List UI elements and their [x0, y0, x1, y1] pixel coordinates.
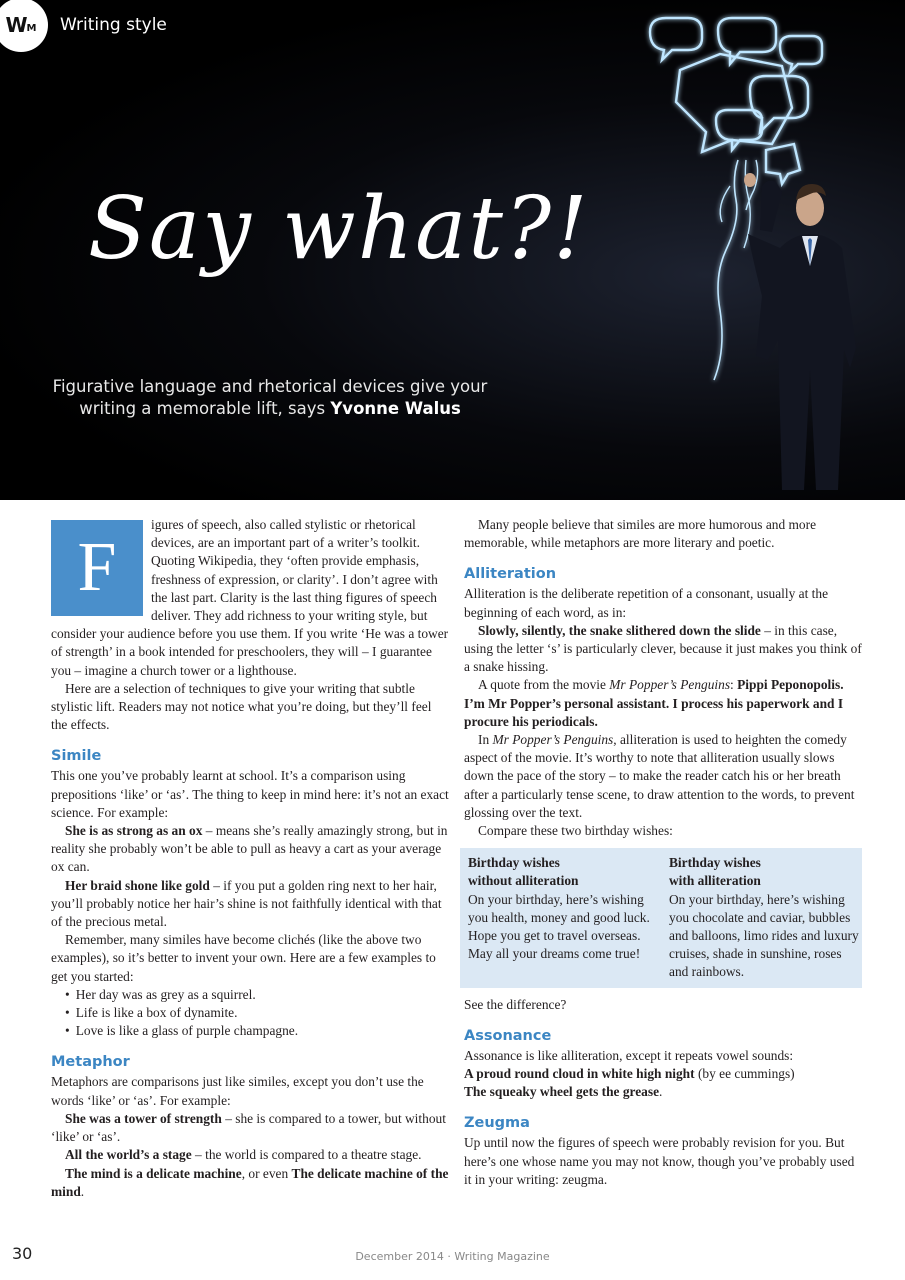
heading-zeugma: Zeugma — [464, 1115, 530, 1132]
body-paragraph: Metaphors are comparisons just like similes, except you don’t use the words ‘like’ or ‘as’. For example: — [51, 1074, 424, 1108]
body-paragraph: Many people believe that similes are more humorous and more memorable, while metaphors are more literary and poetic. — [464, 517, 817, 551]
quote-paragraph: A quote from the movie Mr Popper’s Penguins: Pippi Peponopolis. I’m Mr Popper’s personal assistant. I process his paperwork and I procure his periodicals. — [464, 677, 844, 729]
list-item: • Love is like a glass of purple champagne. — [65, 1022, 449, 1040]
list-item: • Life is like a box of dynamite. — [65, 1004, 449, 1022]
businessman-figure — [744, 173, 856, 490]
page-number: 30 — [12, 1244, 33, 1263]
author-name: Yvonne Walus — [330, 399, 461, 418]
left-column — [51, 516, 449, 1201]
body-paragraph: Assonance is like alliteration, except it repeats vowel sounds: — [464, 1047, 794, 1063]
example-paragraph: She was a tower of strength – she is compared to a tower, but without ‘like’ or ‘as’. — [51, 1110, 446, 1145]
right-column — [464, 516, 862, 1189]
body-paragraph: Compare these two birthday wishes: — [478, 823, 673, 839]
example-paragraph: A proud round cloud in white high night (by ee cummings) — [464, 1066, 795, 1082]
hero-banner — [0, 0, 905, 500]
simile-examples-list — [51, 986, 449, 1041]
heading-simile: Simile — [51, 748, 102, 765]
man-with-speech-bubbles-illustration — [630, 10, 900, 490]
footer-issue: December 2014 · Writing Magazine — [355, 1250, 550, 1263]
example-paragraph: Slowly, silently, the snake slithered down the slide – in this case, using the letter ‘s’ is particularly clever, because it just makes you think of a snake hissing. — [464, 622, 862, 675]
birthday-wishes-comparison-box — [460, 848, 862, 987]
wishes-without-alliteration: Birthday wishes without alliteration On your birthday, here’s wishing you health, money and good luck. Hope you get to travel overseas. May all your dreams come true! — [468, 855, 650, 962]
heading-assonance: Assonance — [464, 1027, 552, 1044]
example-paragraph: The squeaky wheel gets the grease. — [464, 1084, 663, 1100]
body-paragraph: In Mr Popper’s Penguins, alliteration is used to heighten the comedy aspect of the movie. It’s worthy to note that alliteration usually slows down the pace of the story – to make the reader catch his or her breath after a particularly tense scene, to draw attention to the words, to prevent glossing over the text. — [464, 732, 855, 820]
body-paragraph: See the difference? — [464, 996, 567, 1012]
example-paragraph: All the world’s a stage – the world is compared to a theatre stage. — [65, 1147, 422, 1163]
heading-alliteration: Alliteration — [464, 566, 557, 583]
example-paragraph: She is as strong as an ox – means she’s really amazingly strong, but in reality she probably won’t be able to pull as heavy a cart as your average ox can. — [51, 823, 448, 875]
list-item: • Her day was as grey as a squirrel. — [65, 986, 449, 1004]
standfirst: Figurative language and rhetorical devices give your writing a memorable lift, says Yvonne Walus — [52, 377, 488, 418]
magazine-logo: W M — [0, 0, 48, 52]
example-paragraph: Her braid shone like gold – if you put a golden ring next to her hair, you’ll probably notice her hair’s shine is not faithfully identical with that of the precious metal. — [51, 877, 442, 930]
wishes-with-alliteration: Birthday wishes with alliteration On your birthday, here’s wishing you chocolate and caviar, bubbles and balloons, limo rides and luxury cruises, shade in sunshine, roses and rainbows. — [669, 855, 859, 980]
heading-metaphor: Metaphor — [51, 1054, 130, 1071]
drop-cap: F — [51, 520, 143, 616]
intro-paragraph: igures of speech, also called stylistic or rhetorical devices, are an important part of a writer’s toolkit. Quoting Wikipedia, they ‘often provide emphasis, freshness of expression, or clarity’. I don’t agree with the last part. Clarity is the last thing figures of speech deliver. They add richness to your writing style, but consider your audience before you use them. If you write ‘He was a tower of strength’ in a book intended for preschoolers, they will – I guarantee you – imagine a church tower or a lighthouse. — [51, 517, 449, 678]
example-paragraph: The mind is a delicate machine, or even The delicate machine of the mind. — [51, 1165, 449, 1199]
body-paragraph: Remember, many similes have become clichés (like the above two examples), so it’s better to invent your own. Here are a few examples to get you started: — [51, 932, 436, 984]
body-paragraph: This one you’ve probably learnt at school. It’s a comparison using prepositions ‘like’ or ‘as’. The thing to keep in mind here: it’s not an exact science. For example: — [51, 768, 449, 820]
section-label: Writing style — [60, 15, 167, 35]
body-paragraph: Here are a selection of techniques to give your writing that subtle stylistic lift. Readers may not notice what you’re doing, but they’ll feel the effects. — [51, 680, 432, 733]
article-title: Say what?! — [88, 179, 590, 279]
body-paragraph: Alliteration is the deliberate repetition of a consonant, usually at the beginning of each word, as in: — [464, 586, 829, 620]
body-paragraph: Up until now the figures of speech were probably revision for you. But here’s one whose name you may not know, though you’ve probably used it in your writing: zeugma. — [464, 1135, 855, 1187]
